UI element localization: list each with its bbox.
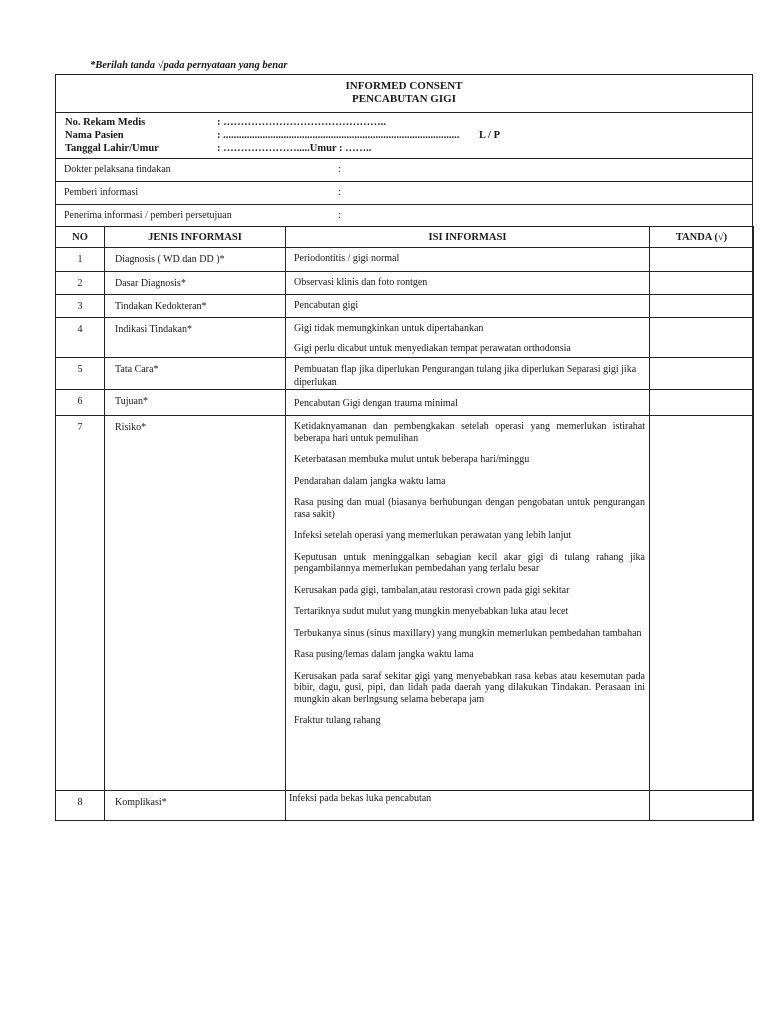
checkmark-symbol: √: [157, 60, 164, 71]
row-tanda-checkbox[interactable]: [650, 318, 754, 358]
row-jenis: Dasar Diagnosis*: [105, 272, 286, 295]
table-row: [56, 248, 754, 272]
header-tanda: TANDA (√): [650, 227, 754, 248]
row-isi: Pencabutan gigi: [286, 295, 650, 318]
gender-option[interactable]: L / P: [479, 130, 501, 141]
row-isi: [286, 791, 650, 821]
row-number: 1: [56, 248, 105, 272]
risk-item: Rasa pusing/lemas dalam jangka waktu lama: [294, 649, 474, 660]
row-jenis: Risiko*: [105, 416, 286, 791]
header-jenis-informasi: JENIS INFORMASI: [105, 227, 286, 248]
row-number: 6: [56, 390, 105, 416]
info-row-doctor: [56, 159, 752, 182]
risk-item: Terbukanya sinus (sinus maxillary) yang mungkin memerlukan pembedahan tambahan: [294, 627, 642, 639]
row-isi: [286, 390, 650, 416]
table-row: [56, 390, 754, 416]
info-row-field[interactable]: :: [338, 164, 341, 175]
record-number-field[interactable]: : ………………………………………..: [217, 117, 386, 128]
instruction-note: [90, 60, 287, 71]
dob-row: [65, 143, 371, 154]
risk-item: Tertariknya sudut mulut yang mungkin menyebabkan luka atau lecet: [294, 606, 569, 617]
info-row-informant: [56, 182, 752, 205]
isi-item: Gigi perlu dicabut untuk menyediakan tempat perawatan orthodonsia: [294, 343, 571, 354]
risk-item: Kerusakan pada gigi, tambalan,atau restorasi crown pada gigi sekitar: [294, 584, 570, 596]
dob-label: Tanggal Lahir/Umur: [65, 143, 159, 154]
row-number: 5: [56, 358, 105, 390]
isi-item: Infeksi pada bekas luka pencabutan: [289, 793, 432, 804]
info-row-field[interactable]: :: [338, 187, 341, 198]
risk-item: Keterbatasan membuka mulut untuk beberapa hari/minggu: [294, 454, 530, 465]
info-row-label: Pemberi informasi: [64, 187, 139, 198]
table-row: [56, 791, 754, 821]
table-row: [56, 416, 754, 791]
row-tanda-checkbox[interactable]: [650, 248, 754, 272]
table-header-row: [56, 227, 754, 248]
row-number: 2: [56, 272, 105, 295]
row-jenis: Diagnosis ( WD dan DD )*: [105, 248, 286, 272]
row-number: 8: [56, 791, 105, 821]
risk-item: Ketidaknyamanan dan pembengkakan setelah operasi yang memerlukan istirahat beberapa hari untuk pemulihan: [294, 421, 645, 444]
instruction-text-end: pada pernyataan yang benar: [163, 60, 288, 71]
row-isi: Periodontitis / gigi normal: [286, 248, 650, 272]
title-line-1: INFORMED CONSENT: [345, 80, 463, 92]
row-jenis: Tata Cara*: [105, 358, 286, 390]
row-jenis: Tujuan*: [105, 390, 286, 416]
header-isi-informasi: ISI INFORMASI: [286, 227, 650, 248]
consent-form: [55, 74, 753, 821]
isi-item: Pembuatan flap jika diperlukan Pengurangan tulang jika diperlukan Separasi gigi jika diperlukan: [294, 364, 637, 388]
form-title: [56, 75, 752, 113]
isi-item: Gigi tidak memungkinkan untuk dipertahankan: [294, 323, 484, 334]
row-number: 4: [56, 318, 105, 358]
risk-item: Infeksi setelah operasi yang memerlukan perawatan yang lebih lanjut: [294, 530, 572, 541]
patient-name-row: [65, 130, 459, 141]
information-table: [55, 226, 754, 821]
risk-item: Rasa pusing dan mual (biasanya berhubungan dengan pengobatan untuk pengurangan rasa sakit): [294, 497, 645, 520]
row-number: 7: [56, 416, 105, 791]
info-row-recipient: [56, 205, 752, 227]
info-row-label: Penerima informasi / pemberi persetujuan: [64, 210, 232, 221]
row-jenis: Indikasi Tindakan*: [105, 318, 286, 358]
row-tanda-checkbox[interactable]: [650, 416, 754, 791]
row-isi: [286, 318, 650, 358]
patient-name-field[interactable]: : ..........................................................................................: [217, 130, 460, 141]
header-no: NO: [56, 227, 105, 248]
row-tanda-checkbox[interactable]: [650, 791, 754, 821]
row-tanda-checkbox[interactable]: [650, 272, 754, 295]
patient-identity: [56, 113, 752, 159]
info-row-field[interactable]: :: [338, 210, 341, 221]
table-row: [56, 272, 754, 295]
table-row: [56, 295, 754, 318]
risk-item: Keputusan untuk meninggalkan sebagian kecil akar gigi di tulang rahang jika pengambilannya memerlukan pembedahan yang terlalu besar: [294, 551, 645, 574]
row-number: 3: [56, 295, 105, 318]
row-isi-risks: [286, 416, 650, 791]
row-tanda-checkbox[interactable]: [650, 390, 754, 416]
dob-field[interactable]: : ………………….....Umur : ……..: [217, 143, 372, 154]
record-number-label: No. Rekam Medis: [65, 117, 146, 128]
row-isi: Observasi klinis dan foto rontgen: [286, 272, 650, 295]
risk-item: Pendarahan dalam jangka waktu lama: [294, 475, 446, 487]
row-jenis: Tindakan Kedokteran*: [105, 295, 286, 318]
isi-item: Pencabutan Gigi dengan trauma minimal: [294, 398, 458, 409]
row-isi: [286, 358, 650, 390]
record-number-row: [65, 117, 386, 128]
patient-name-label: Nama Pasien: [65, 130, 124, 141]
row-jenis: Komplikasi*: [105, 791, 286, 821]
row-tanda-checkbox[interactable]: [650, 295, 754, 318]
instruction-text: *Berilah tanda: [90, 60, 158, 71]
table-row: [56, 318, 754, 358]
info-row-label: Dokter pelaksana tindakan: [64, 164, 171, 175]
risk-item: Kerusakan pada saraf sekitar gigi yang menyebabkan rasa kebas atau kesemutan pada bibir, dagu, gusi, pipi, dan lidah pada daerah yang dilakukan Tindakan. Perasaan ini mungkin akan berlngsung selama beberapa jam: [294, 670, 645, 705]
row-tanda-checkbox[interactable]: [650, 358, 754, 390]
risk-item: Fraktur tulang rahang: [294, 715, 381, 726]
title-line-2: PENCABUTAN GIGI: [351, 93, 456, 105]
table-row: [56, 358, 754, 390]
